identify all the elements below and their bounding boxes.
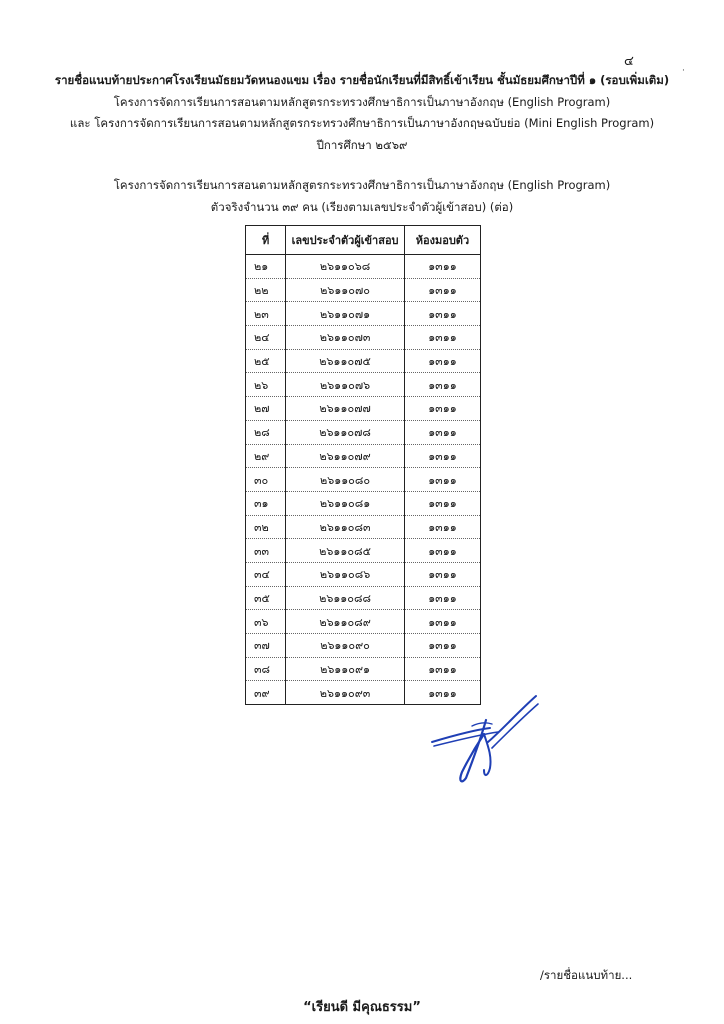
row-number: ๓๓ — [246, 539, 286, 563]
header-exam-id: เลขประจำตัวผู้เข้าสอบ — [286, 226, 405, 255]
header-no: ที่ — [246, 226, 286, 255]
student-list-table — [245, 225, 481, 705]
continuation-note: /รายชื่อแนบท้าย... — [540, 968, 633, 982]
report-room: ๑๓๑๑ — [404, 444, 480, 468]
row-number: ๒๘ — [246, 420, 286, 444]
report-room: ๑๓๑๑ — [404, 657, 480, 681]
table-row — [246, 539, 481, 563]
announcement-header — [0, 70, 724, 156]
report-room: ๑๓๑๑ — [404, 515, 480, 539]
row-number: ๓๑ — [246, 491, 286, 515]
exam-id: ๒๖๑๑๐๙๓ — [286, 681, 405, 705]
list-count-caption: ตัวจริงจำนวน ๓๙ คน (เรียงตามเลขประจำตัวผู้เข้าสอบ) (ต่อ) — [210, 200, 514, 214]
exam-id: ๒๖๑๑๐๗๓ — [286, 326, 405, 350]
table-header-row — [246, 226, 481, 255]
table-row — [246, 278, 481, 302]
table-row — [246, 657, 481, 681]
table-row — [246, 255, 481, 279]
table-row — [246, 349, 481, 373]
row-number: ๓๗ — [246, 634, 286, 658]
exam-id: ๒๖๑๑๐๖๘ — [286, 255, 405, 279]
table-row — [246, 491, 481, 515]
table-row — [246, 373, 481, 397]
report-room: ๑๓๑๑ — [404, 397, 480, 421]
report-room: ๑๓๑๑ — [404, 278, 480, 302]
report-room: ๑๓๑๑ — [404, 302, 480, 326]
school-motto: “เรียนดี มีคุณธรรม” — [303, 1000, 421, 1015]
exam-id: ๒๖๑๑๐๗๙ — [286, 444, 405, 468]
report-room: ๑๓๑๑ — [404, 610, 480, 634]
report-room: ๑๓๑๑ — [404, 491, 480, 515]
row-number: ๒๓ — [246, 302, 286, 326]
row-number: ๒๙ — [246, 444, 286, 468]
announcement-title: รายชื่อแนบท้ายประกาศโรงเรียนมัธยมวัดหนองแขม เรื่อง รายชื่อนักเรียนที่มีสิทธิ์เข้าเรียน ชั้นมัธยมศึกษาปีที่ ๑ (รอบเพิ่มเติม) — [54, 73, 670, 87]
report-room: ๑๓๑๑ — [404, 468, 480, 492]
row-number: ๓๒ — [246, 515, 286, 539]
row-number: ๒๖ — [246, 373, 286, 397]
table-row — [246, 610, 481, 634]
exam-id: ๒๖๑๑๐๘๑ — [286, 491, 405, 515]
report-room: ๑๓๑๑ — [404, 634, 480, 658]
report-room: ๑๓๑๑ — [404, 326, 480, 350]
exam-id: ๒๖๑๑๐๗๖ — [286, 373, 405, 397]
report-room: ๑๓๑๑ — [404, 539, 480, 563]
exam-id: ๒๖๑๑๐๗๕ — [286, 349, 405, 373]
academic-year: ปีการศึกษา ๒๕๖๙ — [316, 137, 408, 152]
row-number: ๒๒ — [246, 278, 286, 302]
table-row — [246, 515, 481, 539]
exam-id: ๒๖๑๑๐๗๑ — [286, 302, 405, 326]
exam-id: ๒๖๑๑๐๘๘ — [286, 586, 405, 610]
program-mep-line: และ โครงการจัดการเรียนการสอนตามหลักสูตรกระทรวงศึกษาธิการเป็นภาษาอังกฤษฉบับย่อ (Mini English Program) — [69, 116, 655, 130]
row-number: ๒๕ — [246, 349, 286, 373]
row-number: ๓๔ — [246, 562, 286, 586]
report-room: ๑๓๑๑ — [404, 349, 480, 373]
corner-mark: · — [682, 66, 685, 76]
row-number: ๓๙ — [246, 681, 286, 705]
exam-id: ๒๖๑๑๐๘๙ — [286, 610, 405, 634]
report-room: ๑๓๑๑ — [404, 255, 480, 279]
exam-id: ๒๖๑๑๐๗๘ — [286, 420, 405, 444]
row-number: ๒๗ — [246, 397, 286, 421]
table-row — [246, 420, 481, 444]
page-number: ๔ — [624, 54, 634, 69]
report-room: ๑๓๑๑ — [404, 681, 480, 705]
report-room: ๑๓๑๑ — [404, 586, 480, 610]
table-row — [246, 444, 481, 468]
signature-image — [428, 690, 540, 786]
exam-id: ๒๖๑๑๐๙๐ — [286, 634, 405, 658]
program-ep-line: โครงการจัดการเรียนการสอนตามหลักสูตรกระทรวงศึกษาธิการเป็นภาษาอังกฤษ (English Program) — [113, 94, 611, 109]
report-room: ๑๓๑๑ — [404, 373, 480, 397]
row-number: ๒๔ — [246, 326, 286, 350]
exam-id: ๒๖๑๑๐๙๑ — [286, 657, 405, 681]
table-row — [246, 468, 481, 492]
row-number: ๒๑ — [246, 255, 286, 279]
row-number: ๓๕ — [246, 586, 286, 610]
table-row — [246, 634, 481, 658]
row-number: ๓๖ — [246, 610, 286, 634]
table-row — [246, 326, 481, 350]
table-row — [246, 586, 481, 610]
header-room: ห้องมอบตัว — [404, 226, 480, 255]
list-program-title: โครงการจัดการเรียนการสอนตามหลักสูตรกระทรวงศึกษาธิการเป็นภาษาอังกฤษ (English Program) — [113, 178, 611, 192]
exam-id: ๒๖๑๑๐๗๗ — [286, 397, 405, 421]
report-room: ๑๓๑๑ — [404, 562, 480, 586]
row-number: ๓๘ — [246, 657, 286, 681]
exam-id: ๒๖๑๑๐๘๓ — [286, 515, 405, 539]
table-row — [246, 302, 481, 326]
report-room: ๑๓๑๑ — [404, 420, 480, 444]
exam-id: ๒๖๑๑๐๘๕ — [286, 539, 405, 563]
exam-id: ๒๖๑๑๐๘๖ — [286, 562, 405, 586]
row-number: ๓๐ — [246, 468, 286, 492]
exam-id: ๒๖๑๑๐๗๐ — [286, 278, 405, 302]
table-row — [246, 397, 481, 421]
exam-id: ๒๖๑๑๐๘๐ — [286, 468, 405, 492]
table-row — [246, 562, 481, 586]
list-subheader — [0, 174, 724, 218]
